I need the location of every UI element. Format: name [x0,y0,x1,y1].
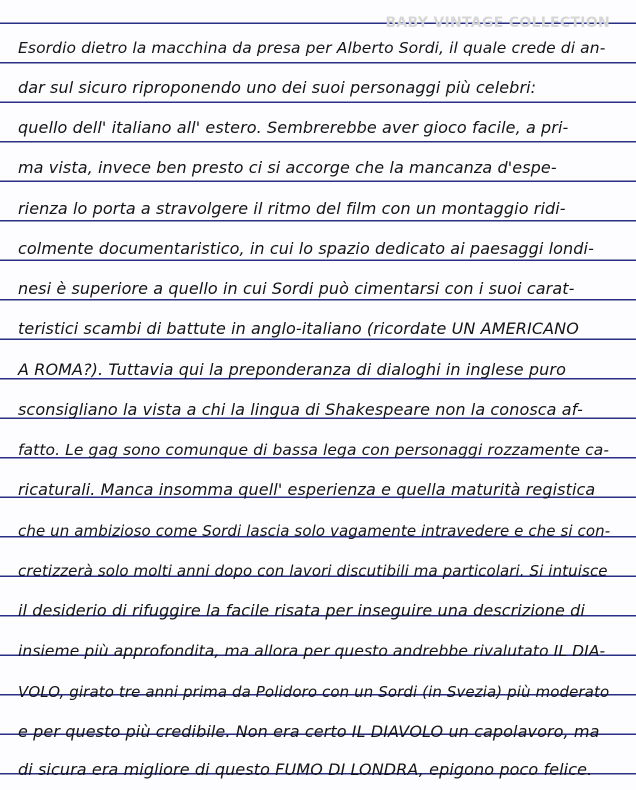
text-line-14: cretizzerà solo molti anni dopo con lavori discutibili ma particolari. Si intuisce [18,562,608,580]
text-line-9: A ROMA?). Tuttavia qui la preponderanza di dialoghi in inglese puro [18,360,566,379]
text-line-8: teristici scambi di battute in anglo-italiano (ricordate UN AMERICANO [18,319,579,338]
watermark: BABY VINTAGE COLLECTION [385,15,610,31]
text-line-19: di sicura era migliore di questo FUMO DI LONDRA, epigono poco felice. [18,760,593,779]
text-line-17: VOLO, girato tre anni prima da Polidoro con un Sordi (in Svezia) più moderato [18,683,610,701]
text-line-18: e per questo più credibile. Non era certo IL DIAVOLO un capolavoro, ma [18,722,600,741]
text-line-6: colmente documentaristico, in cui lo spazio dedicato ai paesaggi londi- [18,239,594,258]
text-line-11: fatto. Le gag sono comunque di bassa lega con personaggi rozzamente ca- [18,441,610,459]
text-line-5: rienza lo porta a stravolgere il ritmo del film con un montaggio ridi- [18,199,566,218]
text-line-3: quello dell' italiano all' estero. Sembrerebbe aver gioco facile, a pri- [18,118,569,137]
text-line-10: sconsigliano la vista a chi la lingua di Shakespeare non la conosca af- [18,400,583,419]
text-line-12: ricaturali. Manca insomma quell' esperienza e quella maturità registica [18,480,596,499]
text-line-2: dar sul sicuro riproponendo uno dei suoi personaggi più celebri: [18,78,537,97]
text-line-1: Esordio dietro la macchina da presa per Alberto Sordi, il quale crede di an- [18,39,606,57]
text-line-15: il desiderio di rifuggire la facile risata per inseguire una descrizione di [18,601,585,620]
text-line-13: che un ambizioso come Sordi lascia solo vagamente intravedere e che si con- [18,522,611,540]
text-line-7: nesi è superiore a quello in cui Sordi può cimentarsi con i suoi carat- [18,279,575,298]
text-line-16: insieme più approfondita, ma allora per questo andrebbe rivalutato IL DIA- [18,642,606,660]
text-line-4: ma vista, invece ben presto ci si accorge che la mancanza d'espe- [18,158,557,177]
